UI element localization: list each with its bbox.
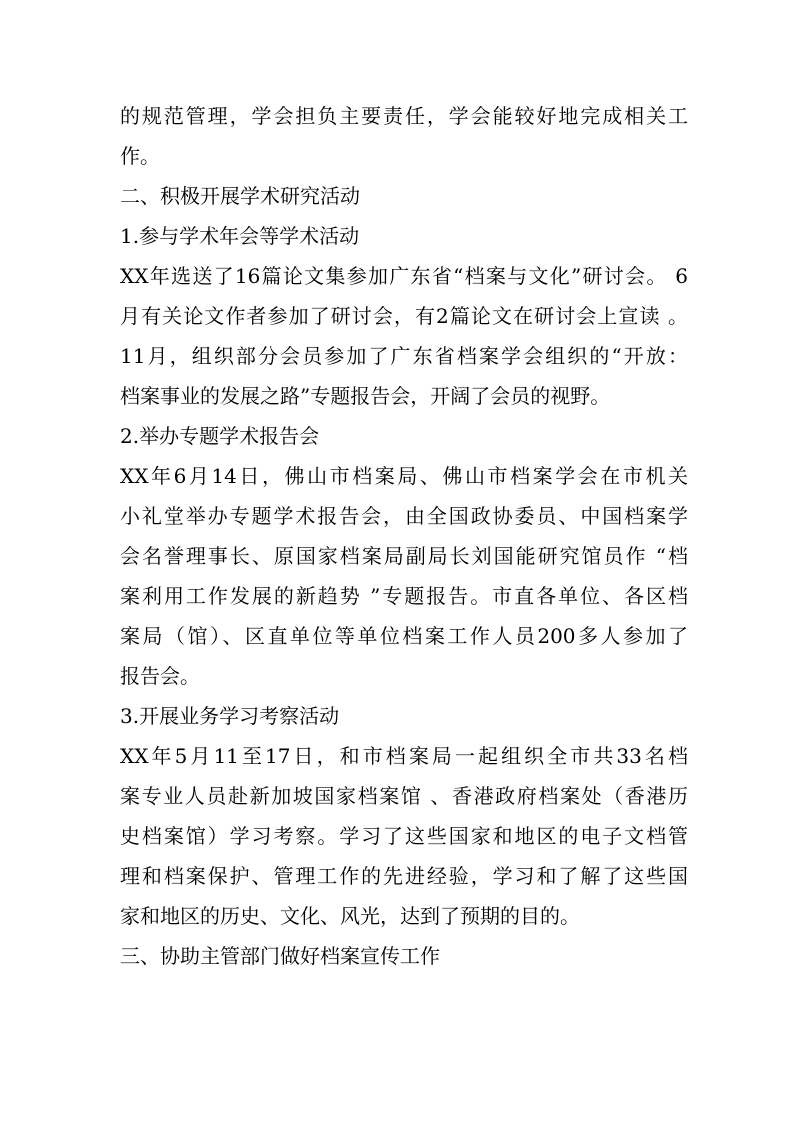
text-line: 的规范管理，学会担负主要责任，学会能较好地完成相关工: [120, 104, 688, 128]
document-body: [120, 96, 688, 976]
text-line: 案专业人员赴新加坡国家档案馆 、香港政府档案处（香港历: [120, 784, 688, 808]
text-line: 月有关论文作者参加了研讨会，有2篇论文在研讨会上宣读 。: [120, 304, 688, 328]
subsection-heading: 2.举办专题学术报告会: [120, 424, 320, 448]
section-heading: 二、积极开展学术研究活动: [120, 184, 360, 208]
text-line: 案利用工作发展的新趋势 ”专题报告。市直各单位、各区档: [120, 584, 688, 608]
text-line: 作。: [120, 144, 160, 168]
text-line: 11月，组织部分会员参加了广东省档案学会组织的“开放：: [120, 344, 688, 368]
section-heading: 三、协助主管部门做好档案宣传工作: [120, 944, 440, 968]
text-line: 会名誉理事长、原国家档案局副局长刘国能研究馆员作 “档: [120, 544, 688, 568]
text-line: XX年5月11至17日，和市档案局一起组织全市共33名档: [120, 744, 688, 768]
text-line: 理和档案保护、管理工作的先进经验，学习和了解了这些国: [120, 864, 688, 888]
text-line: XX年选送了16篇论文集参加广东省“档案与文化”研讨会。 6: [120, 264, 688, 288]
text-line: 档案事业的发展之路”专题报告会，开阔了会员的视野。: [120, 384, 611, 408]
text-line: 小礼堂举办专题学术报告会，由全国政协委员、中国档案学: [120, 504, 688, 528]
subsection-heading: 1.参与学术年会等学术活动: [120, 224, 360, 248]
text-line: 案局（馆）、区直单位等单位档案工作人员200多人参加了: [120, 624, 688, 648]
text-line: 家和地区的历史、文化、风光，达到了预期的目的。: [120, 904, 580, 928]
text-line: 史档案馆）学习考察。学习了这些国家和地区的电子文档管: [120, 824, 688, 848]
text-line: 报告会。: [120, 664, 200, 688]
subsection-heading: 3.开展业务学习考察活动: [120, 704, 340, 728]
text-line: XX年6月14日，佛山市档案局、佛山市档案学会在市机关: [120, 464, 688, 488]
